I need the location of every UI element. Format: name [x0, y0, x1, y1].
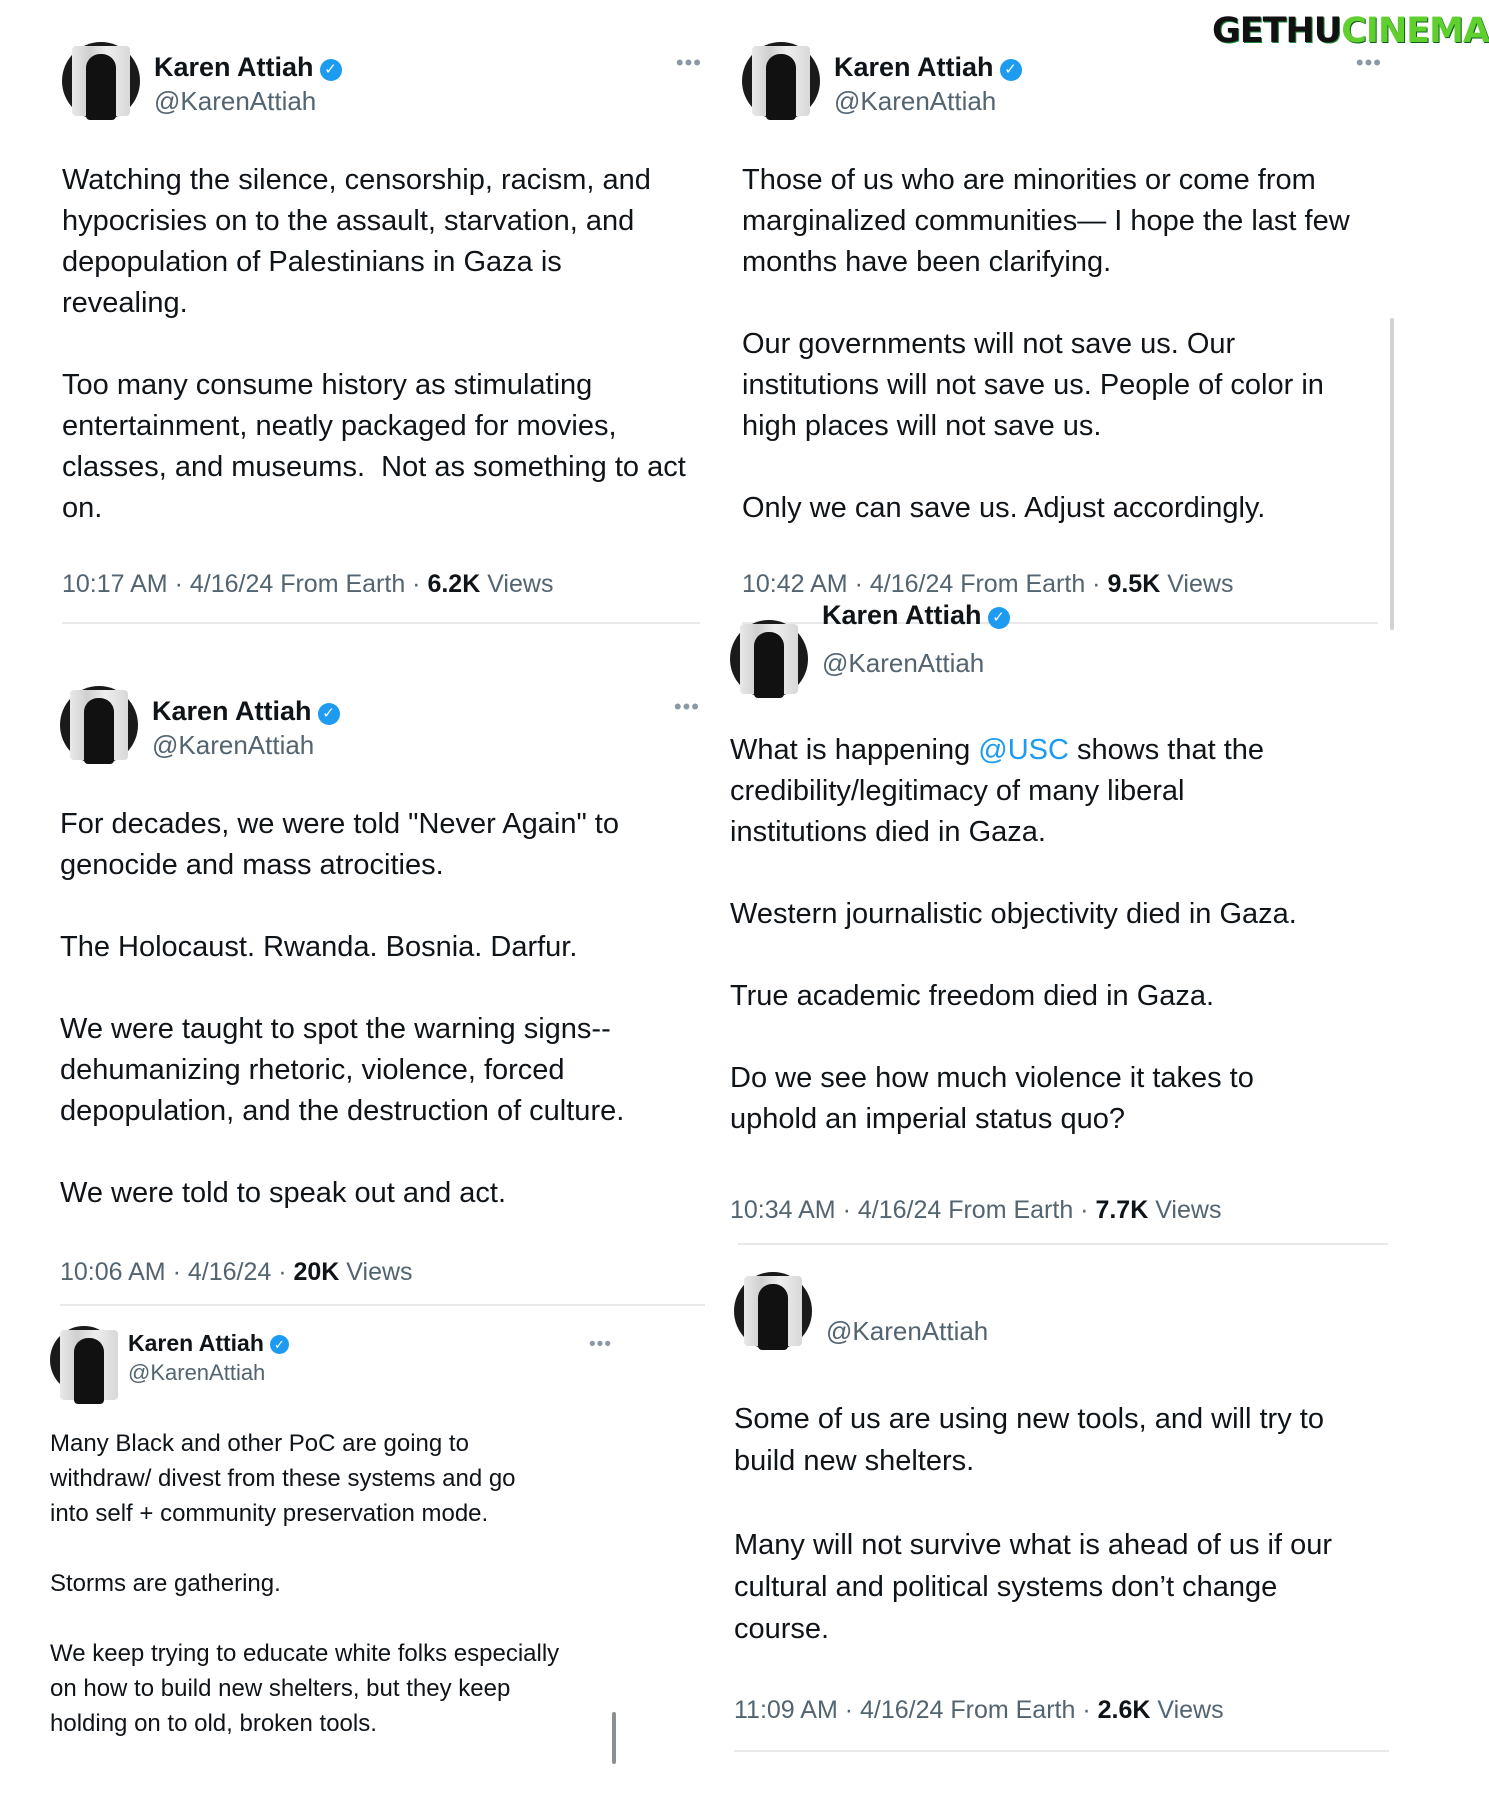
divider	[62, 622, 700, 624]
more-options-icon[interactable]: •••	[589, 1334, 612, 1355]
tweet-header	[742, 42, 1382, 122]
avatar[interactable]	[50, 1326, 118, 1394]
view-count: 9.5K	[1107, 570, 1161, 598]
tweet-meta: 11:09 AM · 4/16/24 From Earth · 2.6K Views	[734, 1696, 1224, 1724]
more-options-icon[interactable]: •••	[1355, 50, 1382, 75]
avatar[interactable]	[734, 1272, 812, 1350]
verified-badge-icon: ✓	[988, 607, 1010, 629]
author-name[interactable]: Karen Attiah ✓	[834, 52, 1022, 83]
scrollbar[interactable]	[1390, 318, 1394, 630]
tweet-meta: 10:34 AM · 4/16/24 From Earth · 7.7K Views	[730, 1196, 1222, 1224]
avatar[interactable]	[62, 42, 140, 120]
tweet-card[interactable]	[62, 42, 702, 632]
author-name[interactable]: Karen Attiah ✓	[152, 696, 340, 727]
view-count: 6.2K	[427, 570, 481, 598]
verified-badge-icon: ✓	[320, 59, 342, 81]
tweet-text: Those of us who are minorities or come from marginalized communities— I hope the last few months have been clarifying. Our governments will not save us. Our institutions will not save us. People of color in high places will not save us. Only we can save us. Adjust accordingly.	[742, 164, 1350, 524]
tweet-text: What is happening @USC shows that the credibility/legitimacy of many liberal institutions died in Gaza. Western journalistic objectivity died in Gaza. True academic freedom died in Gaza. Do we see how much violence it takes to uphold an imperial status quo?	[730, 734, 1297, 1135]
tweet-header	[62, 42, 702, 122]
view-count: 7.7K	[1095, 1196, 1149, 1224]
tweet-meta: 10:06 AM · 4/16/24 · 20K Views	[60, 1258, 413, 1286]
tweet-text: Watching the silence, censorship, racism, and hypocrisies on to the assault, starvation, and depopulation of Palestinians in Gaza is revealing. Too many consume history as stimulating entertainment, neatly packaged for movies, classes, and museums. Not as something to act on.	[62, 164, 686, 524]
author-name[interactable]: Karen Attiah ✓	[154, 52, 342, 83]
author-handle[interactable]: @KarenAttiah	[822, 648, 985, 678]
tweet-text: Many Black and other PoC are going to withdraw/ divest from these systems and go into self + community preservation mode. Storms are gathering. We keep trying to educate white folks especially on how to build new shelters, but they keep holding on to old, broken tools.	[50, 1430, 560, 1737]
verified-badge-icon: ✓	[1000, 59, 1022, 81]
author-handle[interactable]: @KarenAttiah	[154, 86, 317, 116]
author-name[interactable]: Karen Attiah ✓	[128, 1330, 289, 1357]
tweet-header	[734, 1300, 1394, 1380]
tweet-meta: 10:17 AM · 4/16/24 From Earth · 6.2K Views	[62, 570, 554, 598]
divider	[738, 1243, 1388, 1245]
author-handle[interactable]: @KarenAttiah	[128, 1360, 266, 1385]
tweet-meta: 10:42 AM · 4/16/24 From Earth · 9.5K Views	[742, 570, 1234, 598]
tweet-card[interactable]	[734, 1300, 1394, 1760]
more-options-icon[interactable]: •••	[673, 694, 700, 719]
tweet-card[interactable]	[742, 42, 1382, 632]
author-handle[interactable]: @KarenAttiah	[826, 1316, 989, 1346]
avatar[interactable]	[730, 620, 808, 698]
more-options-icon[interactable]: •••	[675, 50, 702, 75]
author-handle[interactable]: @KarenAttiah	[834, 86, 997, 116]
verified-badge-icon: ✓	[270, 1335, 289, 1354]
tweet-header	[730, 600, 1390, 700]
author-handle[interactable]: @KarenAttiah	[152, 730, 315, 760]
scrollbar[interactable]	[612, 1712, 616, 1764]
avatar[interactable]	[60, 686, 138, 764]
tweet-text: For decades, we were told "Never Again" to genocide and mass atrocities. The Holocaust. Rwanda. Bosnia. Darfur. We were taught to spot the warning signs-- dehumanizing rhetoric, violence, forced depopulation, and the destruction of culture. We were told to speak out and act.	[60, 808, 625, 1209]
verified-badge-icon: ✓	[318, 703, 340, 725]
tweet-header	[60, 686, 700, 766]
divider	[734, 1750, 1389, 1752]
watermark-logo: GETHUCINEMA	[1212, 11, 1489, 51]
tweet-card[interactable]	[730, 600, 1390, 1250]
tweet-card[interactable]	[50, 1326, 610, 1756]
divider	[60, 1304, 705, 1306]
tweet-text: Some of us are using new tools, and will try to build new shelters. Many will not survive what is ahead of us if our cultural and political systems don’t change course.	[734, 1403, 1332, 1645]
view-count: 20K	[293, 1258, 340, 1286]
author-name[interactable]: Karen Attiah ✓	[822, 600, 1010, 631]
tweet-header	[50, 1326, 610, 1406]
mention-link[interactable]: @USC	[978, 734, 1069, 766]
view-count: 2.6K	[1097, 1696, 1151, 1724]
tweet-card[interactable]	[60, 686, 700, 1306]
avatar[interactable]	[742, 42, 820, 120]
